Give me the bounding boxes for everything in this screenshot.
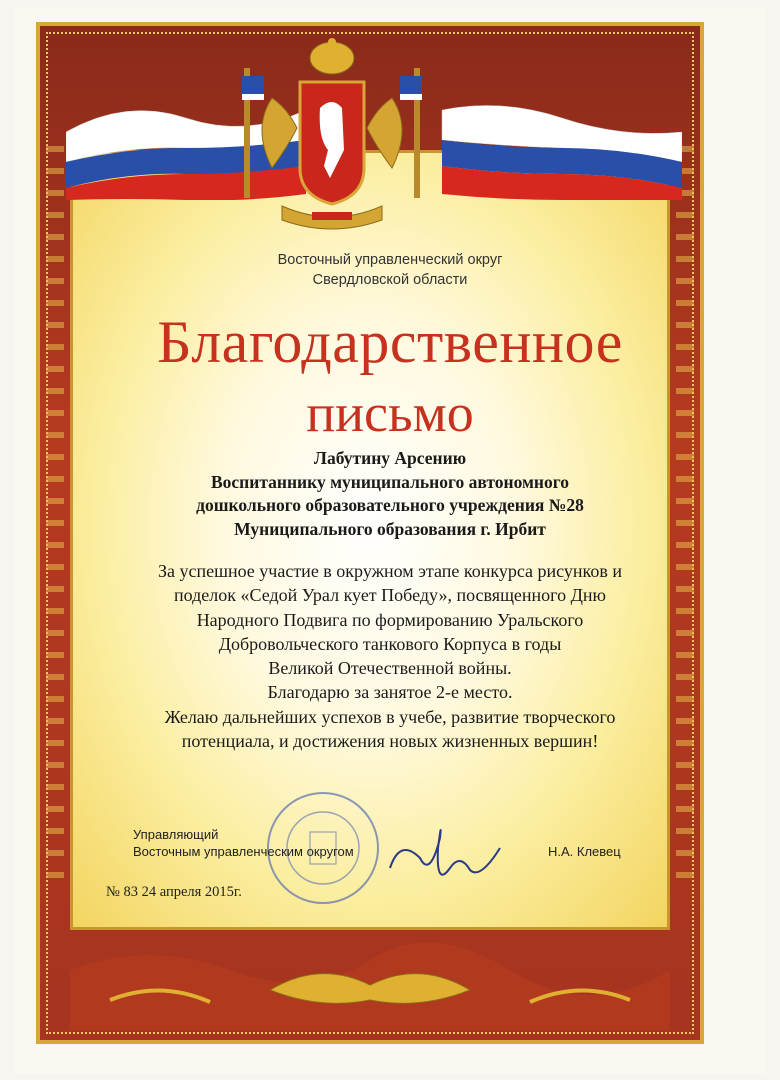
handwritten-signature (380, 808, 510, 898)
issuing-region (0, 250, 780, 290)
body-line: Благодарю за занятое 2-е место. (267, 682, 513, 703)
bottom-scroll-ornament (70, 930, 670, 1030)
signatory-name: Н.А. Клевец (548, 844, 621, 859)
recipient-block (0, 447, 780, 541)
body-line: Добровольческого танкового Корпуса в годы (218, 633, 562, 654)
position-line: Управляющий (133, 827, 219, 842)
recipient-role: Воспитаннику муниципального автономного (210, 471, 570, 492)
body-line: потенциала, и достижения новых жизненных вершин! (181, 731, 599, 752)
document-number-date: № 83 24 апреля 2015г. (106, 884, 242, 900)
certificate-title: Благодарственное (157, 309, 623, 375)
position-line: Восточным управленческим округом (133, 844, 354, 859)
body-line: Народного Подвига по формированию Уральского (196, 609, 584, 630)
body-line: За успешное участие в окружном этапе конкурса рисунков и (157, 561, 623, 581)
signatory-position (133, 826, 354, 860)
region-line: Восточный управленческий округ (277, 252, 503, 268)
recipient-institution: дошкольного образовательного учреждения №28 (196, 495, 584, 515)
body-line: Желаю дальнейших успехов в учебе, развитие творческого (164, 706, 616, 727)
body-line: поделок «Седой Урал кует Победу», посвященного Дню (174, 585, 606, 606)
sverdlovsk-coat-of-arms-emblem (242, 38, 422, 238)
recipient-name: Лабутину Арсению (313, 448, 467, 468)
certificate-title-second-line: письмо (306, 383, 474, 443)
body-line: Великой Отечественной войны. (268, 658, 512, 679)
recipient-municipality: Муниципального образования г. Ирбит (234, 518, 546, 539)
certificate-body (0, 559, 780, 753)
region-line: Свердловской области (312, 272, 468, 288)
